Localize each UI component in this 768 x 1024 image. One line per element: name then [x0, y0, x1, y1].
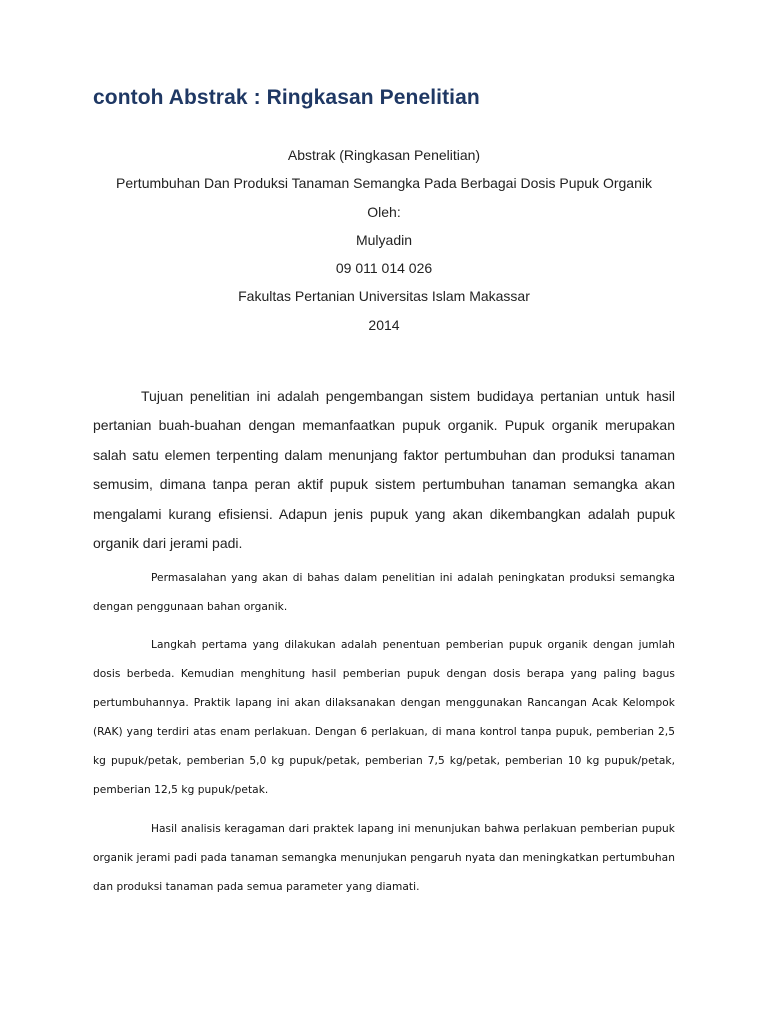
paragraph-purpose: Tujuan penelitian ini adalah pengembangan sistem budidaya pertanian untuk hasil pertanian buah-buahan dengan memanfaatkan pupuk organik. Pupuk organik merupakan salah satu elemen terpenting dalam menunjang faktor pertumbuhan dan produksi tanaman semusim, dimana tanpa peran aktif pupuk sistem pertumbuhan tanaman semangka akan mengalami kurang efisiensi. Adapun jenis pupuk yang akan dikembangkan adalah pupuk organik dari jerami padi. — [93, 388, 675, 552]
by-label: Oleh: — [367, 203, 401, 220]
author-name: Mulyadin — [355, 231, 413, 248]
faculty-name: Fakultas Pertanian Universitas Islam Makassar — [238, 288, 530, 305]
paragraph-problem: Permasalahan yang akan di bahas dalam penelitian ini adalah peningkatan produksi semangka dengan penggunaan bahan organik. — [93, 572, 675, 613]
abstract-label: Abstrak (Ringkasan Penelitian) — [287, 147, 481, 163]
paragraph-method: Langkah pertama yang dilakukan adalah penentuan pemberian pupuk organik dengan jumlah dosis berbeda. Kemudian menghitung hasil pemberian pupuk dengan dosis berapa yang paling bagus pertumbuhannya. Praktik lapang ini akan dilaksanakan dengan menggunakan Rancangan Acak Kelompok (RAK) yang terdiri atas enam perlakuan. Dengan 6 perlakuan, di mana kontrol tanpa pupuk, pemberian 2,5 kg pupuk/petak, pemberian 5,0 kg pupuk/petak, pemberian 7,5 kg/petak, pemberian 10 kg pupuk/petak, pemberian 12,5 kg pupuk/petak. — [93, 639, 675, 796]
publication-year: 2014 — [368, 316, 400, 333]
student-id: 09 011 014 026 — [335, 260, 433, 277]
research-title: Pertumbuhan Dan Produksi Tanaman Semangka Pada Berbagai Dosis Pupuk Organik — [116, 175, 652, 192]
abstract-header — [93, 143, 675, 341]
paragraph-result: Hasil analisis keragaman dari praktek lapang ini menunjukan bahwa perlakuan pemberian pupuk organik jerami padi pada tanaman semangka menunjukan pengaruh nyata dan meningkatkan pertumbuhan dan produksi tanaman pada semua parameter yang diamati. — [93, 823, 675, 893]
page-title: contoh Abstrak : Ringkasan Penelitian — [93, 86, 480, 109]
